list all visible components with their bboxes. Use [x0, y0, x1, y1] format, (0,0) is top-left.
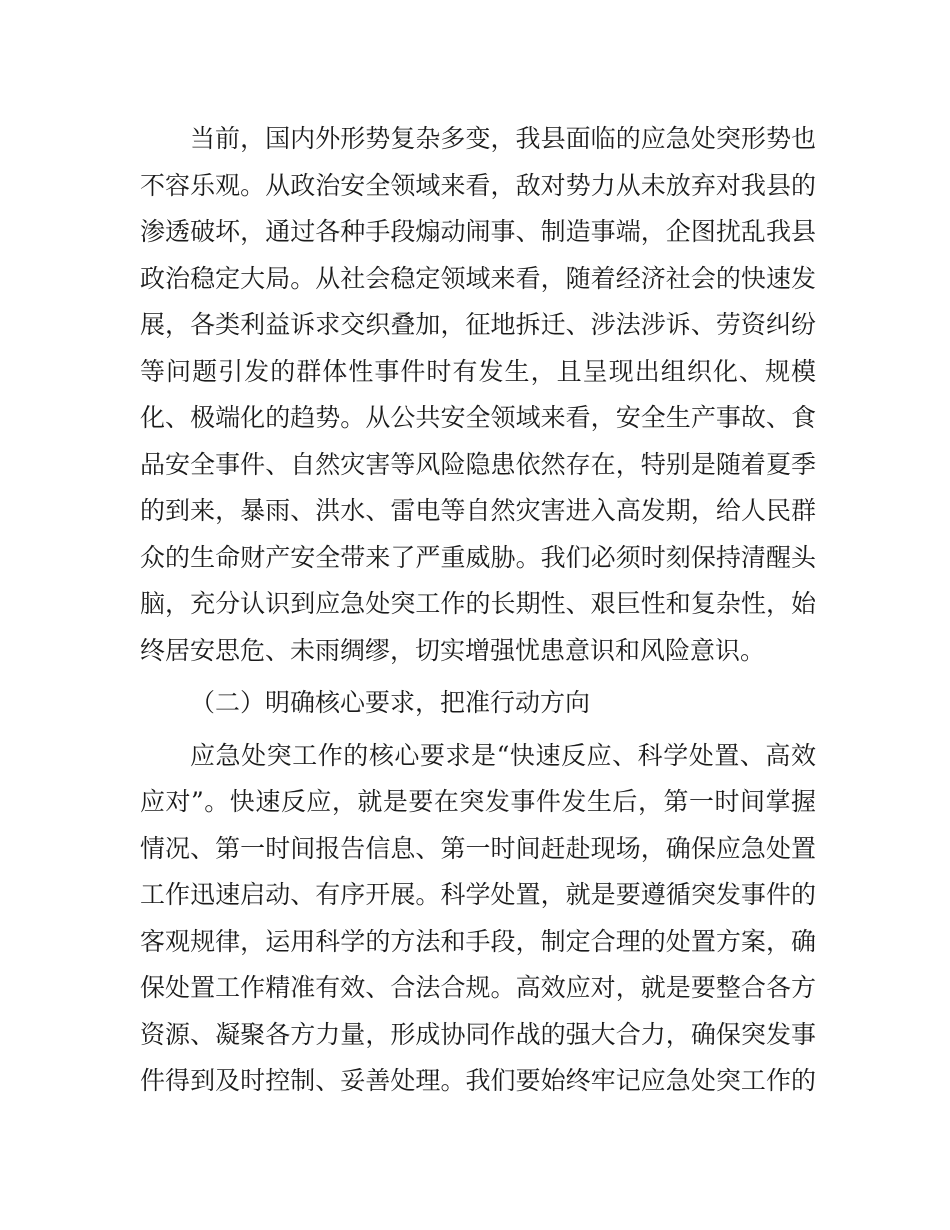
paragraph-line: 情况、第一时间报告信息、第一时间赶赴现场，确保应急处置	[140, 833, 816, 863]
paragraph-line: 应对”。快速反应，就是要在突发事件发生后，第一时间掌握	[140, 787, 816, 816]
paragraph-line: 工作迅速启动、有序开展。科学处置，就是要遵循突发事件的	[140, 880, 816, 909]
paragraph-line: 件得到及时控制、妥善处理。我们要始终牢记应急处突工作的	[140, 1066, 816, 1095]
document-body	[140, 116, 816, 1105]
paragraph-line: 保处置工作精准有效、合法合规。高效应对，就是要整合各方	[140, 973, 816, 1002]
paragraph-line: 应急处突工作的核心要求是“快速反应、科学处置、高效	[190, 740, 816, 770]
paragraph-line: 等问题引发的群体性事件时有发生，且呈现出组织化、规模	[140, 356, 816, 386]
paragraph-line: 客观规律，运用科学的方法和手段，制定合理的处置方案，确	[140, 926, 816, 956]
paragraph-line: 资源、凝聚各方力量，形成协同作战的强大合力，确保突发事	[140, 1019, 816, 1049]
paragraph-line: 展，各类利益诉求交织叠加，征地拆迁、涉法涉诉、劳资纠纷	[140, 310, 816, 339]
paragraph-line: 众的生命财产安全带来了严重威胁。我们必须时刻保持清醒头	[140, 542, 816, 572]
paragraph-line: 脑，充分认识到应急处突工作的长期性、艰巨性和复杂性，始	[140, 589, 816, 618]
paragraph-line: 当前，国内外形势复杂多变，我县面临的应急处突形势也	[190, 124, 816, 153]
paragraph-line: 品安全事件、自然灾害等风险隐患依然存在，特别是随着夏季	[140, 449, 816, 479]
paragraph-core-requirements	[140, 733, 816, 1105]
section-heading: （二）明确核心要求，把准行动方向	[190, 688, 591, 717]
paragraph-line: 的到来，暴雨、洪水、雷电等自然灾害进入高发期，给人民群	[140, 496, 816, 525]
paragraph-line: 政治稳定大局。从社会稳定领域来看，随着经济社会的快速发	[140, 263, 816, 293]
paragraph-line: 化、极端化的趋势。从公共安全领域来看，安全生产事故、食	[140, 403, 816, 432]
paragraph-line: 渗透破坏，通过各种手段煽动闹事、制造事端，企图扰乱我县	[140, 217, 816, 246]
paragraph-line: 不容乐观。从政治安全领域来看，敌对势力从未放弃对我县的	[140, 170, 816, 200]
paragraph-line: 终居安思危、未雨绸缪，切实增强忧患意识和风险意识。	[140, 635, 766, 665]
paragraph-situation	[140, 116, 816, 674]
